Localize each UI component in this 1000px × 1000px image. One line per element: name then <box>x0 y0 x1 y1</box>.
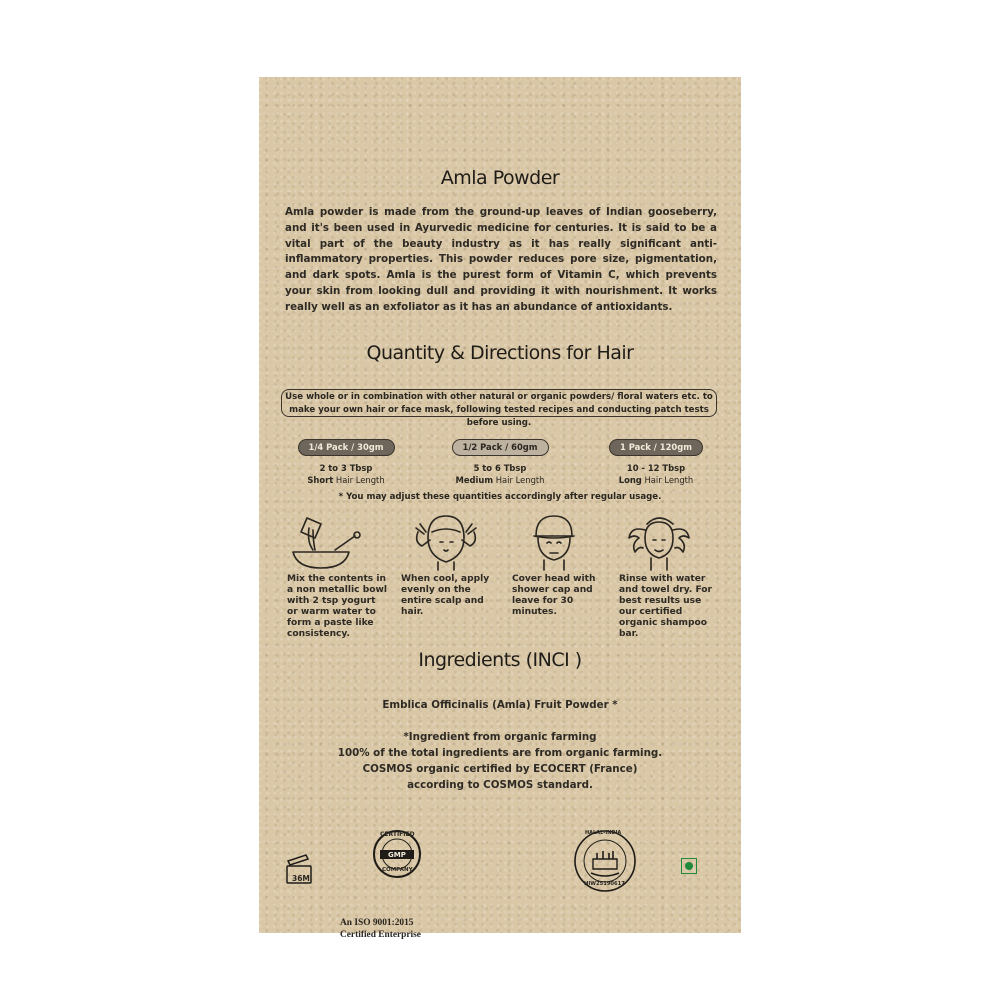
gmp-bottom-text: COMPANY <box>382 867 413 873</box>
pack-quantity: 5 to 6 Tbsp <box>473 463 527 473</box>
step-2-text: When cool, apply evenly on the entire scalp and hair. <box>401 574 490 617</box>
pack-length-bold: Long <box>618 475 642 485</box>
page-title: Amla Powder <box>440 167 560 189</box>
pack-quantity: 10 - 12 Tbsp <box>626 463 686 473</box>
shower-cap-icon <box>514 512 594 572</box>
pack-label: 1/4 Pack / 30gm <box>298 439 395 456</box>
pack-half <box>430 439 570 486</box>
iso-line-1: An ISO 9001:2015 <box>340 918 414 928</box>
adjust-note: * You may adjust these quantities accordingly after regular usage. <box>338 492 662 502</box>
ingredients-heading: Ingredients (INCI ) <box>418 649 582 671</box>
apply-hair-icon <box>404 512 484 572</box>
pack-quantity: 2 to 3 Tbsp <box>319 463 373 473</box>
pao-label: 36M <box>292 874 310 883</box>
pack-length-rest: Hair Length <box>493 475 545 485</box>
halal-code-text: HIW25190617 <box>584 881 625 887</box>
usage-note-box: Use whole or in combination with other natural or organic powders/ floral waters etc. to make your own hair or face mask, following tested recipes and conducting patch tests before using. <box>281 389 717 417</box>
gmp-top-text: CERTIFIED <box>380 831 415 838</box>
ingredient-note-2: 100% of the total ingredients are from organic farming. <box>337 747 663 759</box>
vegetarian-mark-icon <box>681 858 697 874</box>
mixing-bowl-icon <box>287 512 367 572</box>
halal-top-text: HALAL-INDIA <box>585 830 622 836</box>
gmp-mid-text: GMP <box>388 851 406 859</box>
pack-quarter <box>276 439 416 486</box>
step-4-text: Rinse with water and towel dry. For best results use our certified organic shampoo bar. <box>619 574 713 639</box>
step-1-text: Mix the contents in a non metallic bowl with 2 tsp yogurt or warm water to form a paste like consistency. <box>287 574 387 639</box>
rinse-hair-icon <box>617 512 697 572</box>
pack-length-rest: Hair Length <box>641 475 694 485</box>
pack-length-bold: Short <box>307 475 334 485</box>
iso-line-2: Certified Enterprise <box>340 930 421 940</box>
ingredient-note-3: COSMOS organic certified by ECOCERT (France) <box>362 763 638 775</box>
directions-heading: Quantity & Directions for Hair <box>366 342 634 364</box>
ingredient-note-1: *Ingredient from organic farming <box>403 731 597 743</box>
pack-label: 1 Pack / 120gm <box>609 439 703 456</box>
ingredient-main: Emblica Officinalis (Amla) Fruit Powder * <box>382 699 618 711</box>
pack-label: 1/2 Pack / 60gm <box>452 439 549 456</box>
pack-full <box>586 439 726 486</box>
pack-length-bold: Medium <box>455 475 494 485</box>
ingredient-note-4: according to COSMOS standard. <box>407 779 593 791</box>
product-label-panel <box>259 77 741 940</box>
pack-length-rest: Hair Length <box>333 475 385 485</box>
step-3-text: Cover head with shower cap and leave for 30 minutes. <box>512 574 596 617</box>
iso-certification <box>340 917 421 941</box>
product-description: Amla powder is made from the ground-up leaves of Indian gooseberry, and it's been used in Ayurvedic medicine for centuries. It is said to be a vital part of the beauty industry as it has really significant anti-inflammatory properties. This powder reduces pore size, pigmentation, and dark spots. Amla is the purest form of Vitamin C, which prevents your skin from looking dull and providing it with nourishment. It works really well as an exfoliator as it has an abundance of antioxidants. <box>285 206 717 313</box>
